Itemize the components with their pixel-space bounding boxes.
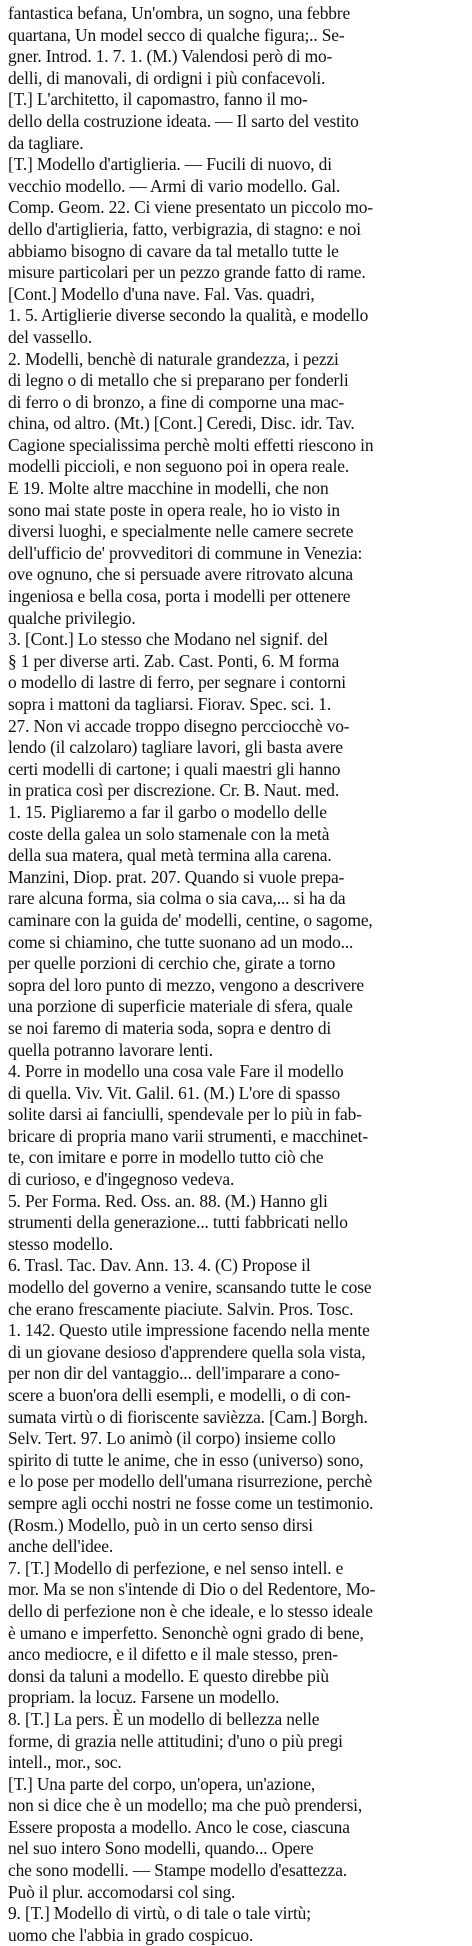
text-line: 9. [T.] Modello di virtù, o di tale o tale virtù; — [8, 1903, 311, 1924]
text-line: quartana, Un model secco di qualche figura;.. Se- — [8, 24, 345, 45]
text-line: uomo che l'abbia in grado cospicuo. — [8, 1924, 254, 1945]
text-line: (Rosm.) Modello, può in un certo senso dirsi — [8, 1514, 313, 1535]
text-line: abbiamo bisogno di cavare da tal metallo tutte le — [8, 240, 339, 261]
text-line: dell'ufficio de' provveditori di commune in Venezia: — [8, 542, 363, 563]
text-line: 27. Non vi accade troppo disegno percciocchè vo- — [8, 715, 350, 736]
text-line: 3. [Cont.] Lo stesso che Modano nel signif. del — [8, 629, 328, 650]
text-line: gner. Introd. 1. 7. 1. (M.) Valendosi però di mo- — [8, 46, 333, 67]
text-line: te, con imitare e porre in modello tutto ciò che — [8, 1147, 324, 1168]
text-line: come si chiamino, che tutte suonano ad un modo... — [8, 931, 354, 952]
text-line: anco mediocre, e il difetto e il male stesso, pren- — [8, 1644, 338, 1665]
text-line: non si dice che è un modello; ma che può prendersi, — [8, 1795, 363, 1816]
text-line: vecchio modello. — Armi di vario modello. Gal. — [8, 175, 341, 196]
text-line: dello della costruzione ideata. — Il sarto del vestito — [8, 110, 359, 131]
text-line: diversi luoghi, e specialmente nelle camere secrete — [8, 521, 354, 542]
text-line: strumenti della generazione... tutti fabbricati nello — [8, 1212, 348, 1233]
text-line: coste della galea un solo stamenale con la metà — [8, 823, 330, 844]
text-line: Manzini, Diop. prat. 207. Quando si vuole prepa- — [8, 866, 345, 887]
text-line: una porzione di superficie materiale di sfera, quale — [8, 996, 353, 1017]
text-line: rare alcuna forma, sia colma o sia cava,... si ha da — [8, 888, 346, 909]
text-line: che sono modelli. — Stampe modello d'esattezza. — [8, 1860, 347, 1881]
text-line: intell., mor., soc. — [8, 1752, 122, 1773]
text-line: del vassello. — [8, 326, 93, 347]
text-line: 1. 142. Questo utile impressione facendo nella mente — [8, 1320, 370, 1341]
text-line: delli, di manovali, di ordigni i più confacevoli. — [8, 67, 326, 88]
text-line: dello d'artiglieria, fatto, verbigrazia, di stagno: e noi — [8, 218, 361, 239]
text-line: forme, di grazia nelle attitudini; d'uno o più pregi — [8, 1730, 343, 1751]
text-line: sopra del loro punto di mezzo, vengono a descrivere — [8, 974, 364, 995]
text-line: 8. [T.] La pers. È un modello di bellezza nelle — [8, 1708, 320, 1729]
text-line: misure particolari per un pezzo grande fatto di rame. — [8, 262, 366, 283]
text-line: sono mai state poste in opera reale, ho io visto in — [8, 499, 340, 520]
text-line: o modello di lastre di ferro, per segnare i contorni — [8, 672, 346, 693]
text-line: mor. Ma se non s'intende di Dio o del Redentore, Mo- — [8, 1579, 376, 1600]
text-line: quella potranno lavorare lenti. — [8, 1039, 213, 1060]
text-line: che erano frescamente piaciute. Salvin. Pros. Tosc. — [8, 1298, 354, 1319]
text-line: è umano e imperfetto. Senonchè ogni grado di bene, — [8, 1622, 364, 1643]
text-line: § 1 per diverse arti. Zab. Cast. Ponti, 6. M forma — [8, 650, 340, 671]
text-line: per non dir del vantaggio... dell'imparare a cono- — [8, 1363, 340, 1384]
text-line: lendo (il calzolaro) tagliare lavori, gli basta avere — [8, 737, 343, 758]
text-line: dello di perfezione non è che ideale, e lo stesso ideale — [8, 1600, 373, 1621]
text-line: stesso modello. — [8, 1233, 113, 1254]
text-line: Può il plur. accomodarsi col sing. — [8, 1881, 236, 1902]
text-line: [Cont.] Modello d'una nave. Fal. Vas. quadri, — [8, 283, 315, 304]
text-line: di un giovane desioso d'apprendere quella sola vista, — [8, 1341, 366, 1362]
text-line: 2. Modelli, benchè di naturale grandezza, i pezzi — [8, 348, 339, 369]
text-line: caminare con la guida de' modelli, centine, o sagome, — [8, 909, 373, 930]
text-line: scere a buon'ora delli esempli, e modelli, o di con- — [8, 1385, 351, 1405]
text-line: nel suo intero Sono modelli, quando... Opere — [8, 1838, 314, 1859]
text-line: 6. Trasl. Tac. Dav. Ann. 13. 4. (C) Propose il — [8, 1255, 311, 1276]
text-line: 7. [T.] Modello di perfezione, e nel senso intell. e — [8, 1557, 344, 1578]
text-line: 1. 15. Pigliaremo a far il garbo o modello delle — [8, 801, 327, 822]
text-line: [T.] L'architetto, il capomastro, fanno il mo- — [8, 89, 308, 110]
text-line: 5. Per Forma. Red. Oss. an. 88. (M.) Hanno gli — [8, 1190, 328, 1211]
text-line: sopra i mattoni da tagliarsi. Fiorav. Spec. sci. 1. — [8, 694, 332, 714]
text-line: Cagione specialissima perchè molti effetti riescono in — [8, 434, 374, 455]
text-line: in pratica così per discrezione. Cr. B. Naut. med. — [8, 780, 340, 801]
text-line: propriam. la locuz. Farsene un modello. — [8, 1687, 280, 1708]
text-line: certi modelli di cartone; i quali maestri gli hanno — [8, 758, 341, 779]
text-line: di ferro o di bronzo, a fine di comporne una mac- — [8, 391, 344, 412]
text-line: E 19. Molte altre macchine in modelli, che non — [8, 478, 329, 499]
text-line: modelli piccioli, e non seguono poi in opera reale. — [8, 456, 350, 477]
text-line: fantastica befana, Un'ombra, un sogno, una febbre — [8, 3, 351, 23]
text-line: bricare di propria mano varii strumenti, e macchinet- — [8, 1125, 369, 1146]
text-line: [T.] Modello d'artiglieria. — Fucili di nuovo, di — [8, 154, 332, 175]
text-line: donsi da taluni a modello. E questo direbbe più — [8, 1665, 329, 1686]
text-line: di curioso, e d'ingegnoso vedeva. — [8, 1169, 235, 1190]
text-line: china, od altro. (Mt.) [Cont.] Ceredi, Disc. idr. Tav. — [8, 413, 355, 434]
text-line: 1. 5. Artiglierie diverse secondo la qualità, e modello — [8, 305, 369, 326]
text-line: Selv. Tert. 97. Lo animò (il corpo) insieme collo — [8, 1428, 336, 1449]
text-line: qualche privilegio. — [8, 607, 136, 628]
text-line: Comp. Geom. 22. Ci viene presentato un piccolo mo- — [8, 197, 373, 218]
text-line: [T.] Una parte del corpo, un'opera, un'azione, — [8, 1773, 316, 1794]
text-line: di quella. Viv. Vit. Galil. 61. (M.) L'ore di spasso — [8, 1082, 341, 1103]
text-line: sumata virtù o di fioriscente savièzza. [Cam.] Borgh. — [8, 1406, 368, 1427]
text-line: per quelle porzioni di cerchio che, girate a torno — [8, 953, 336, 974]
text-line: della sua matera, qual metà termina alla carena. — [8, 845, 332, 866]
text-line: da tagliare. — [8, 132, 84, 153]
text-line: anche dell'idee. — [8, 1536, 114, 1557]
text-line: Essere proposta a modello. Anco le cose, ciascuna — [8, 1816, 350, 1837]
text-line: 4. Porre in modello una cosa vale Fare il modello — [8, 1061, 344, 1082]
text-line: ingeniosa e bella cosa, porta i modelli per ottenere — [8, 586, 351, 607]
text-line: e lo pose per modello dell'umana risurrezione, perchè — [8, 1471, 373, 1492]
text-line: se noi faremo di materia soda, sopra e dentro di — [8, 1017, 332, 1038]
text-line: sempre agli occhi nostri ne fosse come un testimonio. — [8, 1492, 374, 1513]
text-line: di legno o di metallo che si preparano per fonderli — [8, 370, 349, 391]
text-line: ove ognuno, che si persuade avere ritrovato alcuna — [8, 564, 354, 585]
text-line: modello del governo a venire, scansando tutte le cose — [8, 1277, 372, 1298]
text-line: spirito di tutte le anime, che in esso (universo) sono, — [8, 1449, 364, 1470]
text-line: solite darsi ai fanciulli, spendevale per lo più in fab- — [8, 1104, 362, 1125]
